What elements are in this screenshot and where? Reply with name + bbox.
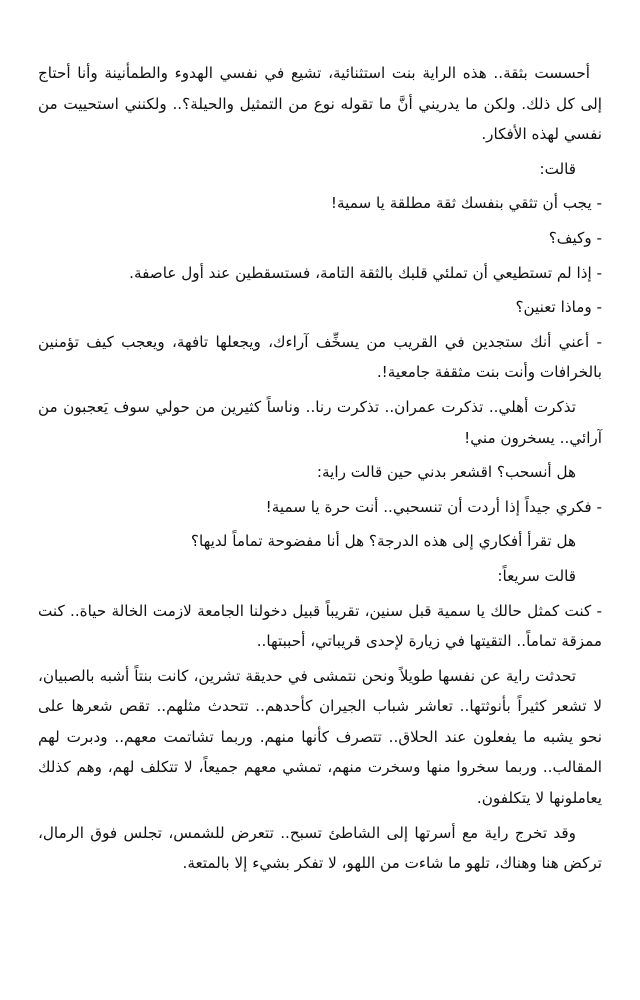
dialogue-line: - إذا لم تستطيعي أن تملئي قلبك بالثقة التامة، فستسقطين عند أول عاصفة.	[129, 263, 602, 282]
paragraph: وقد تخرج راية مع أسرتها إلى الشاطئ تسبح.. تتعرض للشمس، تجلس فوق الرمال، تركض هنا وهناك، تلهو ما شاءت من اللهو، لا تفكر بشيء إلا بالمتعة.	[38, 823, 602, 873]
paragraph: أحسست بثقة.. هذه الراية بنت استثنائية، تشيع في نفسي الهدوء والطمأنينة وأنا أحتاج إلى كل ذلك. ولكن ما يدريني أنَّ ما تقوله نوع من التمثيل والحيلة؟.. ولكنني استحييت من نفسي لهذه الأفكار.	[38, 64, 602, 144]
dialogue-line: - فكري جيداً إذا أردت أن تنسحبي.. أنت حرة يا سمية!	[265, 497, 602, 516]
dialogue-line: - كنت كمثل حالك يا سمية قبل سنين، تقريباً قبيل دخولنا الجامعة لازمت الخالة حياة.. كنت ممزقة تماماً.. التقيتها في زيارة لإحدى قريباتي، أحببتها..	[38, 601, 602, 651]
document-body	[38, 58, 602, 879]
paragraph: تذكرت أهلي.. تذكرت عمران.. تذكرت رنا.. وناساً كثيرين من حولي سوف يَعجبون من آرائي.. يسخرون مني!	[38, 397, 602, 447]
paragraph: تحدثت راية عن نفسها طويلاً ونحن نتمشى في حديقة تشرين، كانت بنتاً أشبه بالصبيان، لا تشعر كثيراً بأنوثتها.. تعاشر شباب الجيران كأحدهم.. تتحدث مثلهم.. تقص شعرها على نحو يشبه ما يفعلون عند الحلاق.. تتصرف كأنها منهم. وربما تشاتمت معهم.. ودبرت لهم المقالب.. وربما سخروا منها وسخرت منهم، تمشي معهم جميعاً، لا تتكلف لهم، وهم كذلك يعاملونها لا يتكلفون.	[38, 666, 602, 808]
paragraph: قالت:	[539, 159, 576, 178]
dialogue-line: - يجب أن تثقي بنفسك ثقة مطلقة يا سمية!	[330, 194, 602, 213]
paragraph: هل تقرأ أفكاري إلى هذه الدرجة؟ هل أنا مفضوحة تماماً لديها؟	[190, 532, 576, 551]
dialogue-line: - أعني أنك ستجدين في القريب من يسخِّف آراءك، ويجعلها تافهة، ويعجب كيف تؤمنين بالخرافات وأنت بنت مثقفة جامعية!.	[38, 332, 602, 382]
paragraph: هل أنسحب؟ اقشعر بدني حين قالت راية:	[316, 463, 576, 482]
dialogue-line: - وكيف؟	[548, 228, 602, 247]
paragraph: قالت سريعاً:	[497, 566, 576, 585]
dialogue-line: - وماذا تعنين؟	[515, 298, 602, 317]
